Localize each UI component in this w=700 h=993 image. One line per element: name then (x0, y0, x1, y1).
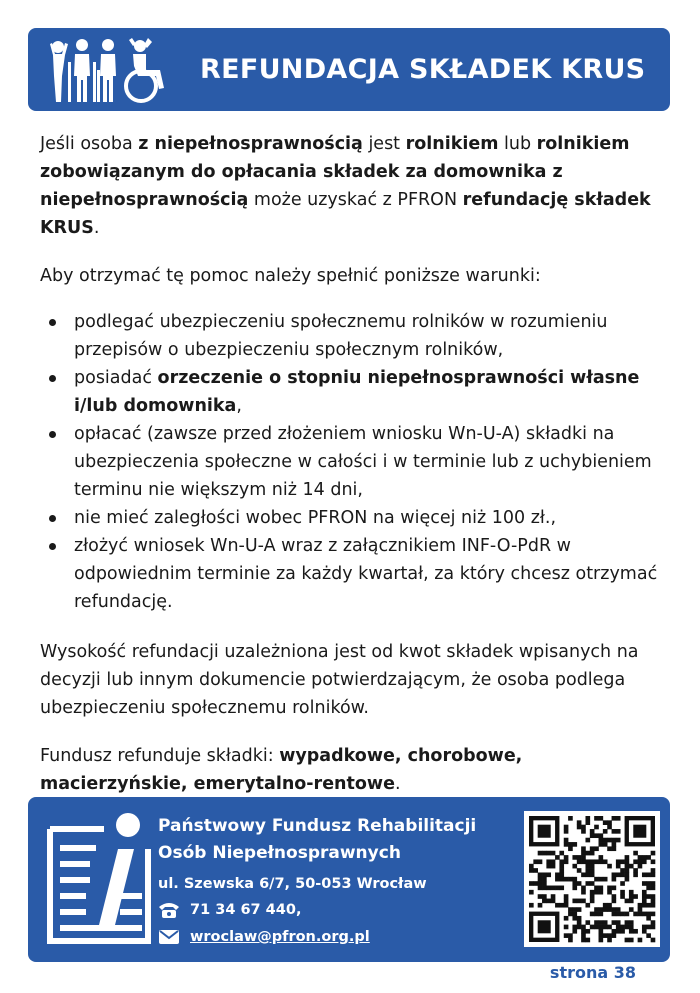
contact-footer (28, 797, 670, 962)
main-content (40, 130, 665, 798)
page-number: strona 38 (549, 963, 636, 982)
org-name-line2: Osób Niepełnosprawnych (158, 843, 401, 863)
phone-icon (158, 901, 180, 919)
phone-row (158, 898, 476, 922)
intro-paragraph: Jeśli osoba z niepełnosprawnością jest rolnikiem lub rolnikiem zobowiązanym do opłacania składek za domownika z niepełnosprawnością może uzyskać z PFRON refundację składek KRUS. (40, 134, 651, 238)
address: ul. Szewska 6/7, 50-053 Wrocław (158, 876, 427, 892)
list-item: posiadać orzeczenie o stopniu niepełnosprawności własne i/lub domownika, (40, 364, 665, 420)
information-document-icon (44, 811, 156, 947)
qr-code[interactable] (524, 811, 660, 947)
amount-paragraph: Wysokość refundacji uzależniona jest od kwot składek wpisanych na decyzji lub innym dokumencie potwierdzającym, że osoba podlega ubezpieczeniu społecznemu rolników. (40, 642, 639, 718)
people-with-disabilities-icon (46, 36, 178, 104)
fund-paragraph: Fundusz refunduje składki: wypadkowe, chorobowe, macierzyńskie, emerytalno-rentowe. (40, 746, 523, 794)
conditions-lead: Aby otrzymać tę pomoc należy spełnić poniższe warunki: (40, 266, 541, 286)
conditions-list (40, 308, 665, 616)
envelope-icon (158, 929, 180, 945)
organization-info (158, 813, 476, 949)
list-item: złożyć wniosek Wn-U-A wraz z załącznikiem INF-O-PdR w odpowiednim terminie za każdy kwartał, za który chcesz otrzymać refundację. (40, 532, 665, 616)
list-item: opłacać (zawsze przed złożeniem wniosku Wn-U-A) składki na ubezpieczenia społeczne w całości i w terminie lub z uchybieniem terminu nie większym niż 14 dni, (40, 420, 665, 504)
title-banner (28, 28, 670, 111)
org-name-line1: Państwowy Fundusz Rehabilitacji (158, 816, 477, 836)
list-item: nie mieć zaległości wobec PFRON na więcej niż 100 zł., (40, 504, 665, 532)
list-item: podlegać ubezpieczeniu społecznemu rolników w rozumieniu przepisów o ubezpieczeniu społecznym rolników, (40, 308, 665, 364)
email-row (158, 925, 476, 949)
phone-number: 71 34 67 440, (190, 902, 302, 918)
email-link[interactable]: wroclaw@pfron.org.pl (190, 929, 370, 945)
page-title: REFUNDACJA SKŁADEK KRUS (200, 54, 646, 85)
